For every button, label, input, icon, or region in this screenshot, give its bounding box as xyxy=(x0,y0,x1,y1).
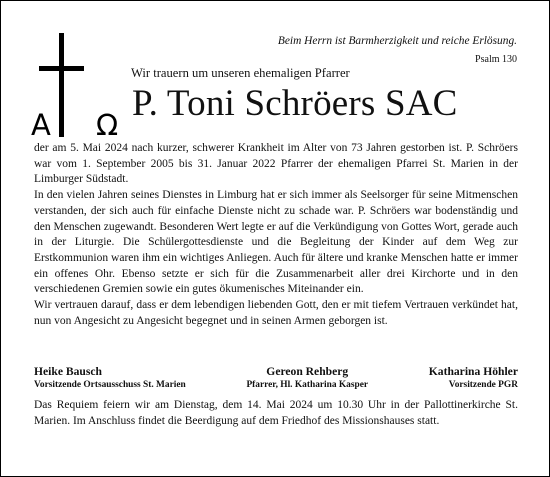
signer-rehberg xyxy=(246,364,368,392)
bible-quote: Beim Herrn ist Barmherzigkeit und reiche Erlösung. xyxy=(277,35,517,47)
deceased-name: P. Toni Schröers SAC xyxy=(132,83,458,124)
signer-hoehler xyxy=(429,364,518,392)
signer-role: Vorsitzende Ortsausschuss St. Marien xyxy=(34,380,186,390)
signatures xyxy=(34,364,518,392)
paragraph: In den vielen Jahren seines Dienstes in Limburg hat er sich immer als Seelsorger für seine Mitmenschen verstanden, der sich auch für einfache Dienste nicht zu schade war. P. Schröers war bodenständig und den Menschen zugewandt. Besonderen Wert legte er auf die Verkündigung von Gottes Wort, gerade auch in der Liturgie. Die Schülergottesdienste und die Begleitung der Kinder auf dem Weg zur Erstkommunion waren ihm ein wichtiges Anliegen. Auch für ältere und kranke Menschen hatte er immer ein offenes Ohr. Ebenso setzte er sich für die Zusammenarbeit aller drei Kirchorte und in den verschiedenen Gremien sowie ein gutes ökumenisches Miteinander ein. xyxy=(34,189,518,296)
requiem-info xyxy=(34,397,518,429)
paragraph: der am 5. Mai 2024 nach kurzer, schwerer Krankheit im Alter von 73 Jahren gestorben ist. P. Schröers war vom 1. September 2005 bis 31. Januar 2022 Pfarrer der ehemaligen Pfarrei St. Marien in der Limburger Südstadt. xyxy=(34,142,518,186)
signer-role: Vorsitzende PGR xyxy=(448,380,518,390)
requiem-text: Das Requiem feiern wir am Dienstag, dem 14. Mai 2024 um 10.30 Uhr in der Pallottinerkirche St. Marien. Im Anschluss findet die Beerdigung auf dem Friedhof des Missionshauses statt. xyxy=(34,399,518,427)
omega-symbol: Ω xyxy=(96,108,119,142)
paragraph: Wir vertrauen darauf, dass er dem lebendigen liebenden Gott, den er mit tiefem Vertrauen verkündet hat, nun von Angesicht zu Angesicht begegnet und in seinen Armen geborgen ist. xyxy=(34,299,518,327)
alpha-symbol: A xyxy=(31,108,51,142)
signer-bausch xyxy=(34,364,186,392)
obituary-text xyxy=(34,141,518,329)
signer-role: Pfarrer, Hl. Katharina Kasper xyxy=(246,380,369,390)
signer-name: Heike Bausch xyxy=(34,365,102,378)
psalm-reference: Psalm 130 xyxy=(475,54,517,65)
intro-line: Wir trauern um unseren ehemaligen Pfarrer xyxy=(131,66,350,80)
signer-name: Katharina Höhler xyxy=(428,365,518,378)
signer-name: Gereon Rehberg xyxy=(266,365,349,378)
